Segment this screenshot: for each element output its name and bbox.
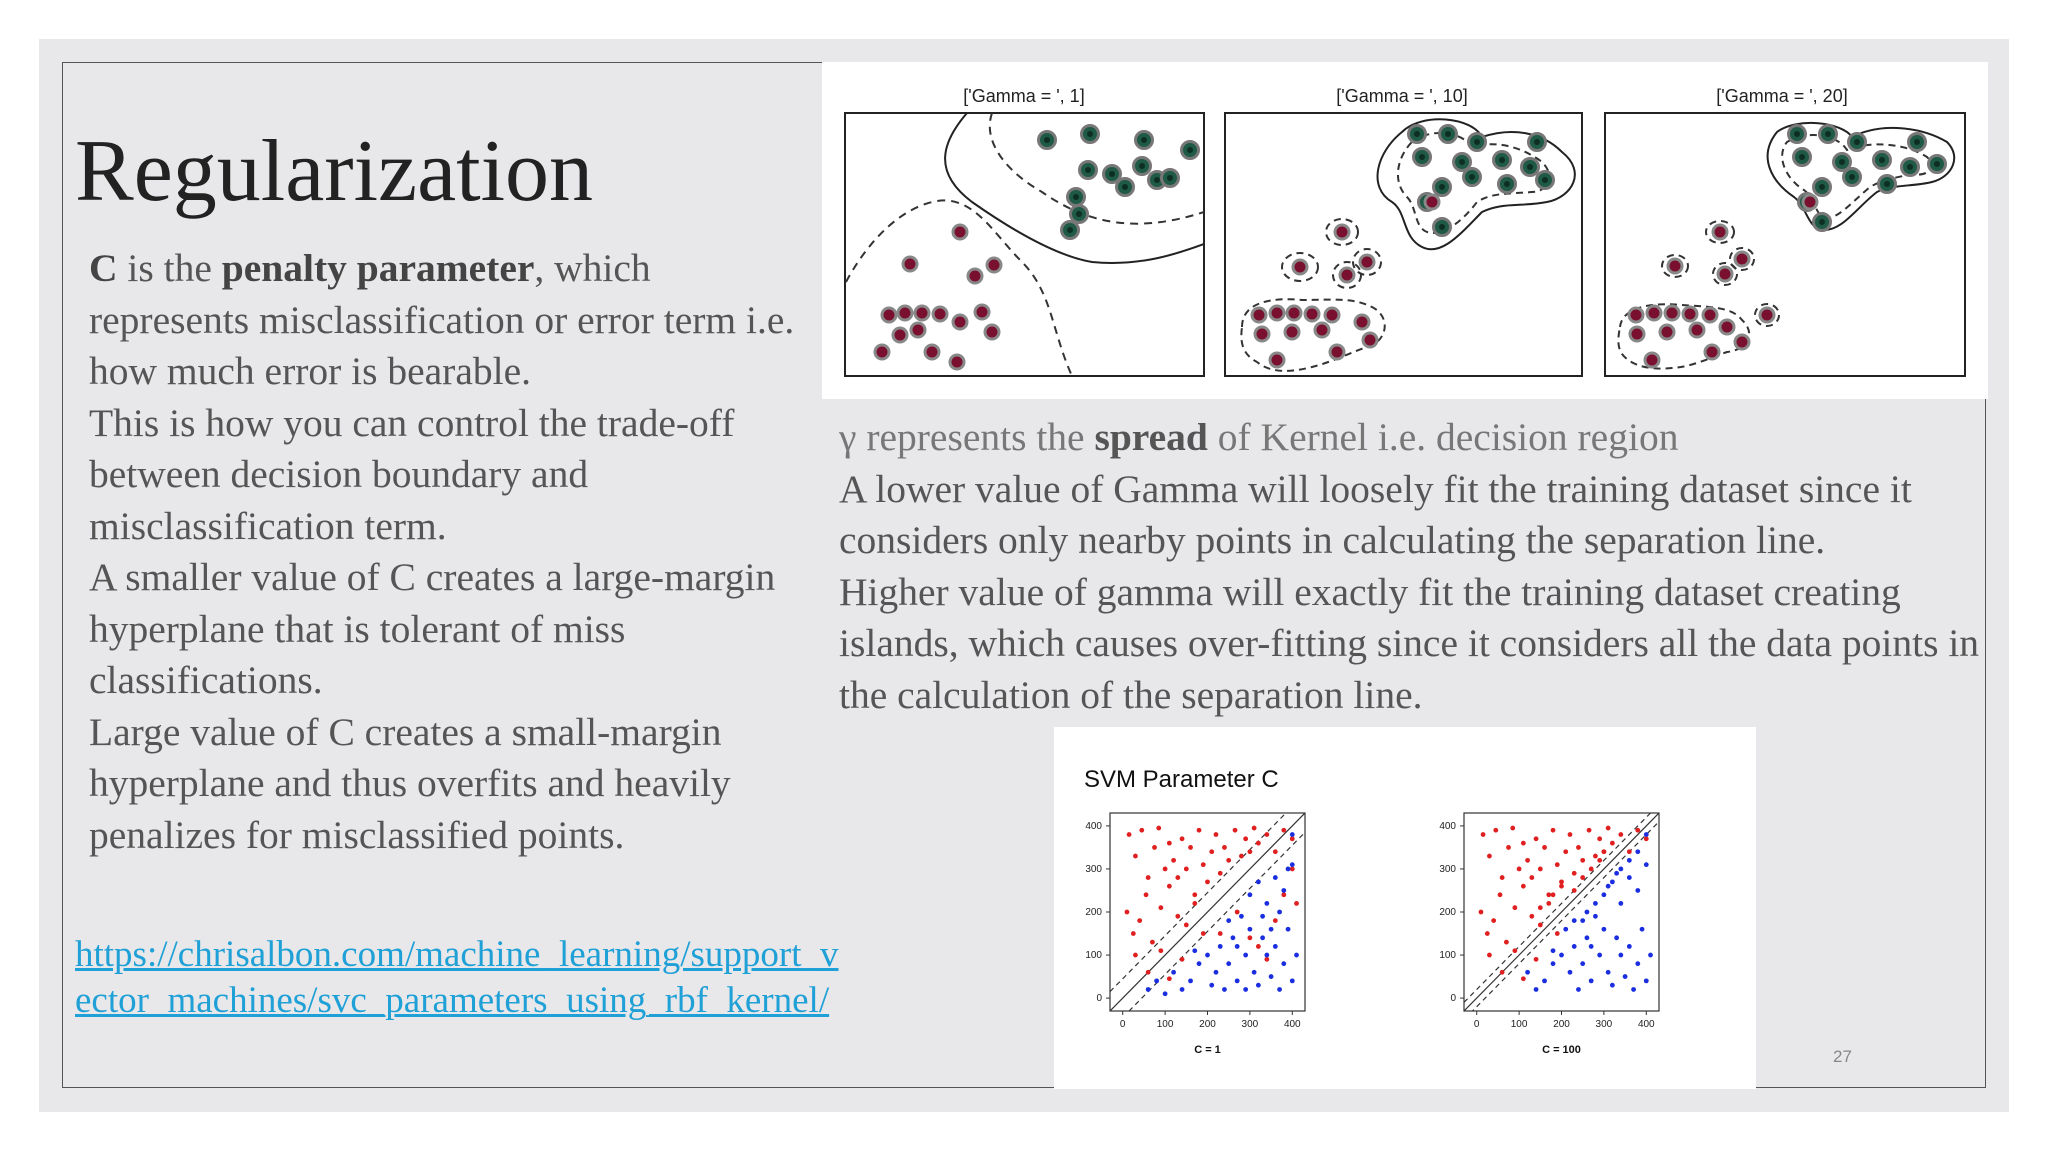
data-point-red (1226, 858, 1231, 863)
x-axis-label: C = 1 (1194, 1044, 1221, 1056)
data-point-blue (1171, 970, 1176, 975)
data-point-blue (1627, 858, 1632, 863)
data-point-blue (1631, 987, 1636, 992)
gamma-10-panel (1225, 113, 1582, 376)
data-point-blue (1205, 953, 1210, 958)
data-point-red (1593, 854, 1598, 859)
data-point-red (1273, 849, 1278, 854)
data-point-red (1152, 845, 1157, 850)
data-point-red (1521, 884, 1526, 889)
data-point-blue (1610, 879, 1615, 884)
data-point-red (1163, 867, 1168, 872)
data-point-red (1538, 923, 1543, 928)
data-point-blue (1601, 892, 1606, 897)
data-point-red (1175, 914, 1180, 919)
data-point-red (1233, 828, 1238, 833)
data-point-red (1201, 862, 1206, 867)
data-point-red (1506, 845, 1511, 850)
data-point-red (1133, 854, 1138, 859)
data-point-blue (1188, 978, 1193, 983)
data-point-red (1180, 957, 1185, 962)
data-point-red (1555, 931, 1560, 936)
y-tick-label: 200 (1439, 907, 1456, 918)
gamma-20-title: ['Gamma = ', 20] (1716, 86, 1848, 106)
data-point-blue (1601, 927, 1606, 932)
data-point-red (1504, 940, 1509, 945)
data-point-red (1144, 892, 1149, 897)
data-point-blue (1277, 987, 1282, 992)
data-point-blue (1243, 987, 1248, 992)
data-point-red (1156, 826, 1161, 831)
data-point-blue (1231, 935, 1236, 940)
data-point-red (1635, 828, 1640, 833)
slide-title: Regularization (75, 123, 594, 220)
data-point-red (1597, 836, 1602, 841)
data-point-blue (1247, 892, 1252, 897)
data-point-red (1493, 828, 1498, 833)
data-point-red (1479, 910, 1484, 915)
source-link[interactable]: https://chrisalbon.com/machine_learning/support_vector_machines/svc_parameters_using_rbf_kernel/ (75, 934, 839, 1021)
data-point-blue (1640, 927, 1645, 932)
data-point-blue (1180, 987, 1185, 992)
c-small-value: A smaller value of C creates a large-margin hyperplane that is tolerant of miss classifications. (89, 555, 776, 702)
data-point-red (1273, 918, 1278, 923)
data-point-red (1239, 854, 1244, 859)
data-point-blue (1644, 862, 1649, 867)
data-point-red (1563, 849, 1568, 854)
data-point-blue (1146, 987, 1151, 992)
svm-c-figure (1054, 727, 1756, 1089)
data-point-blue (1252, 970, 1257, 975)
data-point-red (1222, 845, 1227, 850)
y-tick-label: 100 (1085, 950, 1102, 962)
data-point-blue (1627, 944, 1632, 949)
data-point-red (1252, 826, 1257, 831)
svm-gamma-decision-boundaries-image (822, 62, 1988, 399)
x-tick-label: 200 (1553, 1019, 1570, 1030)
x-tick-label: 400 (1283, 1019, 1301, 1030)
data-point-red (1256, 841, 1261, 846)
data-point-blue (1635, 961, 1640, 966)
data-point-blue (1269, 974, 1274, 979)
data-point-red (1214, 832, 1219, 837)
data-point-red (1184, 923, 1189, 928)
data-point-red (1146, 970, 1151, 975)
data-point-blue (1618, 867, 1623, 872)
data-point-red (1243, 836, 1248, 841)
x-tick-label: 0 (1119, 1019, 1126, 1030)
data-point-red (1146, 875, 1151, 880)
c-large-value: Large value of C creates a small-margin hyperplane and thus overfits and heavily penalizes for misclassified points. (89, 709, 731, 857)
data-point-red (1487, 854, 1492, 859)
data-point-red (1601, 849, 1606, 854)
data-point-red (1644, 836, 1649, 841)
chart-title: SVM Parameter C (1084, 766, 1279, 793)
data-point-red (1568, 832, 1573, 837)
data-point-red (1580, 858, 1585, 863)
gamma-figure (822, 62, 1988, 399)
data-point-blue (1281, 961, 1286, 966)
data-point-blue (1222, 987, 1227, 992)
data-point-red (1534, 957, 1539, 962)
gamma-low-value: A lower value of Gamma will loosely fit the training dataset since it considers only nearby points in calculating the separation line. (839, 466, 1912, 562)
data-point-red (1606, 826, 1611, 831)
data-point-blue (1606, 884, 1611, 889)
data-point-blue (1627, 875, 1632, 880)
data-point-red (1247, 935, 1252, 940)
data-point-blue (1260, 914, 1265, 919)
data-point-blue (1635, 849, 1640, 854)
data-point-red (1610, 841, 1615, 846)
y-tick-label: 400 (1439, 820, 1456, 832)
data-point-blue (1568, 970, 1573, 975)
data-point-red (1512, 948, 1517, 953)
data-point-red (1125, 910, 1130, 915)
data-point-blue (1239, 914, 1244, 919)
data-point-red (1542, 845, 1547, 850)
x-tick-label: 0 (1473, 1019, 1480, 1030)
data-point-red (1589, 867, 1594, 872)
data-point-blue (1580, 961, 1585, 966)
data-point-red (1521, 841, 1526, 846)
data-point-red (1188, 845, 1193, 850)
y-tick-label: 200 (1085, 907, 1102, 918)
data-point-blue (1563, 927, 1568, 932)
data-point-red (1167, 841, 1172, 846)
data-point-blue (1551, 961, 1556, 966)
data-point-red (1551, 828, 1556, 833)
c-definition: C is the penalty parameter, which represents misclassification or error term i.e. how much error is bearable. (89, 246, 795, 393)
x-axis-label: C = 100 (1542, 1044, 1581, 1056)
data-point-blue (1154, 978, 1159, 983)
data-point-blue (1644, 832, 1649, 837)
data-point-blue (1247, 927, 1252, 932)
x-tick-label: 200 (1199, 1019, 1216, 1030)
data-point-red (1167, 884, 1172, 889)
data-point-red (1525, 858, 1530, 863)
data-point-red (1150, 940, 1155, 945)
data-point-red (1546, 892, 1551, 897)
data-point-red (1290, 867, 1295, 872)
data-point-blue (1580, 918, 1585, 923)
c-parameter-text (89, 243, 809, 861)
gamma-parameter-text (839, 412, 1989, 721)
data-point-blue (1585, 935, 1590, 940)
data-point-red (1256, 944, 1261, 949)
gamma-high-value: Higher value of gamma will exactly fit the training dataset creating islands, which causes over-fitting since it considers all the data points in the calculation of the separation line. (839, 569, 1980, 717)
data-point-red (1491, 918, 1496, 923)
data-point-red (1521, 976, 1526, 981)
data-point-blue (1277, 910, 1282, 915)
data-point-red (1538, 905, 1543, 910)
data-point-red (1572, 871, 1577, 876)
data-point-red (1498, 892, 1503, 897)
y-tick-label: 0 (1450, 993, 1456, 1005)
data-point-red (1546, 901, 1551, 906)
data-point-blue (1614, 871, 1619, 876)
data-point-blue (1644, 978, 1649, 983)
data-point-blue (1235, 978, 1240, 983)
data-point-blue (1618, 953, 1623, 958)
data-point-blue (1597, 953, 1602, 958)
data-point-red (1281, 892, 1286, 897)
data-point-red (1184, 867, 1189, 872)
data-point-red (1576, 845, 1581, 850)
data-point-blue (1623, 974, 1628, 979)
data-point-blue (1290, 978, 1295, 983)
gamma-1-panel (845, 113, 1204, 376)
data-point-red (1551, 892, 1556, 897)
data-point-red (1485, 931, 1490, 936)
data-point-blue (1589, 978, 1594, 983)
data-point-blue (1618, 901, 1623, 906)
data-point-red (1500, 875, 1505, 880)
data-point-red (1510, 826, 1515, 831)
data-point-blue (1192, 948, 1197, 953)
gamma-1-title: ['Gamma = ', 1] (963, 86, 1085, 106)
data-point-red (1597, 858, 1602, 863)
data-point-blue (1243, 953, 1248, 958)
data-point-red (1197, 828, 1202, 833)
data-point-blue (1542, 978, 1547, 983)
data-point-red (1209, 849, 1214, 854)
y-tick-label: 0 (1096, 993, 1102, 1005)
data-point-blue (1551, 948, 1556, 953)
data-point-blue (1648, 953, 1653, 958)
data-point-blue (1525, 970, 1530, 975)
data-point-blue (1226, 918, 1231, 923)
data-point-red (1580, 875, 1585, 880)
data-point-blue (1559, 953, 1564, 958)
data-point-red (1517, 867, 1522, 872)
data-point-red (1175, 875, 1180, 880)
data-point-red (1218, 871, 1223, 876)
data-point-blue (1286, 927, 1291, 932)
data-point-red (1559, 879, 1564, 884)
data-point-red (1167, 976, 1172, 981)
data-point-blue (1235, 944, 1240, 949)
data-point-blue (1290, 862, 1295, 867)
gamma-20-panel (1605, 113, 1965, 376)
data-point-red (1534, 836, 1539, 841)
data-point-red (1264, 832, 1269, 837)
data-point-blue (1218, 944, 1223, 949)
data-point-red (1247, 849, 1252, 854)
data-point-red (1205, 879, 1210, 884)
data-point-blue (1589, 944, 1594, 949)
data-point-red (1587, 828, 1592, 833)
data-point-blue (1260, 935, 1265, 940)
data-point-red (1131, 931, 1136, 936)
data-point-red (1171, 858, 1176, 863)
data-point-red (1481, 832, 1486, 837)
data-point-red (1512, 905, 1517, 910)
data-point-blue (1606, 970, 1611, 975)
x-tick-label: 300 (1241, 1019, 1259, 1030)
data-point-blue (1163, 991, 1168, 996)
data-point-red (1192, 901, 1197, 906)
data-point-blue (1593, 901, 1598, 906)
data-point-red (1529, 914, 1534, 919)
data-point-red (1529, 875, 1534, 880)
data-point-blue (1264, 901, 1269, 906)
data-point-blue (1273, 875, 1278, 880)
data-point-red (1201, 931, 1206, 936)
data-point-red (1192, 892, 1197, 897)
data-point-blue (1264, 953, 1269, 958)
data-point-red (1487, 953, 1492, 958)
data-point-blue (1585, 910, 1590, 915)
data-point-blue (1572, 944, 1577, 949)
x-tick-label: 100 (1156, 1019, 1174, 1030)
data-point-red (1281, 828, 1286, 833)
data-point-red (1572, 888, 1577, 893)
data-point-blue (1635, 888, 1640, 893)
data-point-red (1618, 832, 1623, 837)
data-point-red (1180, 836, 1185, 841)
data-point-blue (1209, 983, 1214, 988)
data-point-red (1139, 828, 1144, 833)
data-point-red (1158, 948, 1163, 953)
data-point-blue (1610, 983, 1615, 988)
data-point-blue (1614, 935, 1619, 940)
data-point-blue (1534, 987, 1539, 992)
data-point-blue (1572, 918, 1577, 923)
data-point-blue (1576, 987, 1581, 992)
gamma-10-title: ['Gamma = ', 10] (1336, 86, 1468, 106)
data-point-red (1158, 905, 1163, 910)
data-point-red (1137, 918, 1142, 923)
data-point-blue (1294, 953, 1299, 958)
y-tick-label: 300 (1439, 863, 1456, 875)
data-point-red (1133, 953, 1138, 958)
data-point-red (1290, 836, 1295, 841)
data-point-red (1500, 970, 1505, 975)
c-tradeoff: This is how you can control the trade-off between decision boundary and misclassification term. (89, 400, 735, 548)
data-point-blue (1256, 983, 1261, 988)
data-point-blue (1593, 914, 1598, 919)
data-point-blue (1286, 867, 1291, 872)
data-point-blue (1214, 970, 1219, 975)
page-number: 27 (1833, 1047, 1852, 1066)
gamma-definition: γ represents the spread of Kernel i.e. decision region (839, 415, 1679, 459)
x-tick-label: 400 (1637, 1019, 1655, 1030)
data-point-blue (1281, 888, 1286, 893)
data-point-red (1627, 849, 1632, 854)
data-point-red (1559, 884, 1564, 889)
x-tick-label: 300 (1595, 1019, 1613, 1030)
data-point-red (1538, 867, 1543, 872)
data-point-red (1555, 862, 1560, 867)
data-point-blue (1197, 961, 1202, 966)
data-point-red (1235, 910, 1240, 915)
data-point-blue (1269, 927, 1274, 932)
data-point-red (1264, 957, 1269, 962)
data-point-blue (1290, 832, 1295, 837)
x-tick-label: 100 (1510, 1019, 1528, 1030)
data-point-blue (1226, 961, 1231, 966)
y-tick-label: 400 (1085, 820, 1102, 832)
y-tick-label: 100 (1439, 950, 1456, 962)
data-point-red (1127, 832, 1132, 837)
data-point-red (1294, 901, 1299, 906)
y-tick-label: 300 (1085, 863, 1102, 875)
data-point-blue (1256, 879, 1261, 884)
data-point-red (1218, 931, 1223, 936)
data-point-blue (1273, 944, 1278, 949)
svm-c-chart (1054, 727, 1756, 1089)
